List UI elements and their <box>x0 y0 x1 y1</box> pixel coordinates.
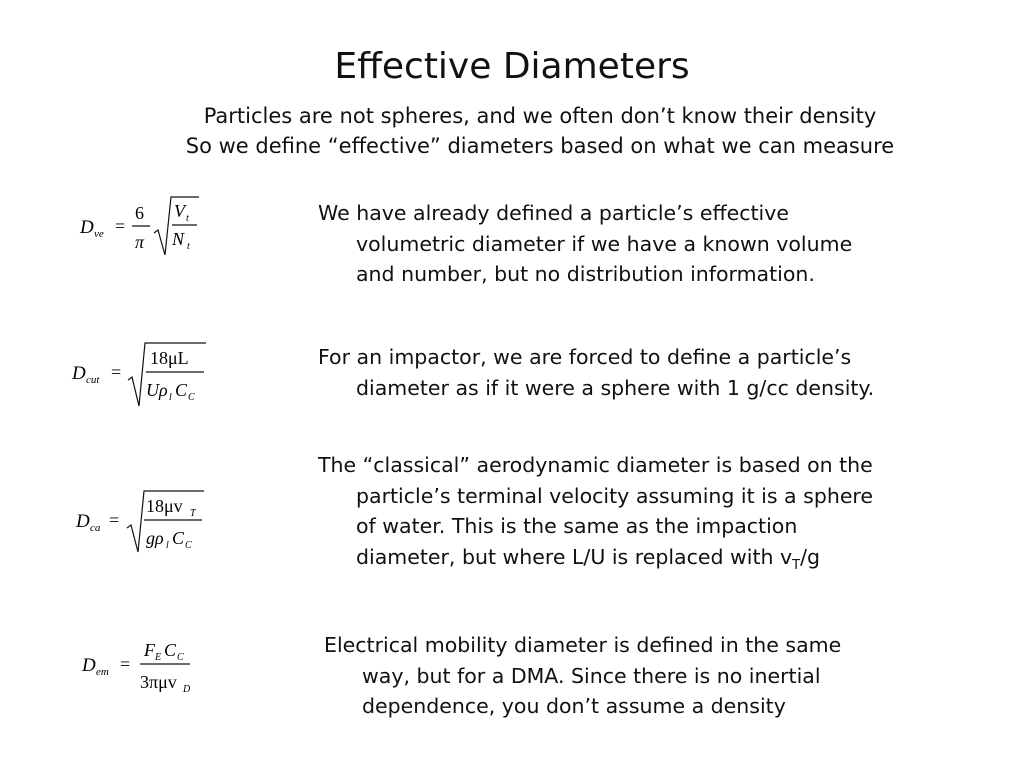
eq2-den-sub: l <box>169 392 172 403</box>
eq2-lhs-sub: cut <box>86 374 100 386</box>
mobility-diameter-text: Electrical mobility diameter is defined in the same way, but for a DMA. Since there is no inertial dependence, you don’t assume a density <box>324 633 842 718</box>
eq3-den-sub: l <box>166 540 169 551</box>
eq4-num2-sub: C <box>177 652 184 663</box>
eq3-den2-sub: C <box>185 540 192 551</box>
eq4-den-sub: D <box>183 684 191 695</box>
aerodynamic-text-end: /g <box>800 544 821 569</box>
eq2-equals: = <box>111 362 122 382</box>
eq4-lhs-sub: em <box>96 666 109 678</box>
slide-title: Effective Diameters <box>334 46 690 87</box>
eq1-lhs: D <box>80 217 94 238</box>
subtitle-line-2: So we define “effective” diameters based on what we can measure <box>185 134 895 158</box>
eq3-den: gρ <box>146 528 164 548</box>
eq2-lhs: D <box>72 363 86 384</box>
eq3-den2: C <box>172 528 185 548</box>
eq1-root-den: N <box>172 229 185 249</box>
eq2-num: 18μL <box>150 348 189 368</box>
impactor-diameter-text: For an impactor, we are forced to define a particle’s diameter as if it were a sphere with 1 g/cc density. <box>318 345 875 400</box>
eq2-den2: C <box>175 380 188 400</box>
eq4-num-sub: E <box>155 652 162 663</box>
eq2-den: Uρ <box>146 380 168 400</box>
eq3-lhs-sub: ca <box>90 522 101 534</box>
eq2-den2-sub: C <box>188 392 195 403</box>
aerodynamic-diameter-text <box>318 450 896 581</box>
eq1-root-num-sub: t <box>186 213 189 224</box>
eq3-equals: = <box>109 510 120 530</box>
eq4-lhs: D <box>82 655 96 676</box>
eq4-num2: C <box>164 640 177 660</box>
eq3-lhs: D <box>76 511 90 532</box>
aerodynamic-text-main: The “classical” aerodynamic diameter is based on the particle’s terminal velocity assuming it is a sphere of water. This is the same as the impaction diameter, but where L/U is replaced with v <box>318 453 874 569</box>
volumetric-diameter-text: We have already defined a particle’s effective volumetric diameter if we have a known volume and number, but no distribution information. <box>318 201 853 286</box>
subtitle-line-1: Particles are not spheres, and we often don’t know their density <box>203 104 877 128</box>
equation-cut <box>68 340 213 415</box>
equation-mobility <box>78 632 208 707</box>
eq4-den: 3πμv <box>140 672 177 692</box>
eq1-root-den-sub: t <box>187 241 190 252</box>
eq3-num-sub: T <box>190 508 196 519</box>
equation-aerodynamic <box>72 486 212 561</box>
eq1-root-num: V <box>174 201 185 221</box>
eq4-equals: = <box>120 654 131 674</box>
aerodynamic-text-sub: T <box>792 557 801 573</box>
subtitle <box>0 101 1024 161</box>
eq1-den: π <box>135 232 145 252</box>
eq1-lhs-sub: ve <box>94 228 104 240</box>
equation-volumetric <box>75 193 205 268</box>
eq4-num: F <box>144 640 155 660</box>
eq3-num: 18μv <box>146 496 183 516</box>
eq1-num: 6 <box>135 203 144 223</box>
eq1-equals: = <box>115 216 126 236</box>
